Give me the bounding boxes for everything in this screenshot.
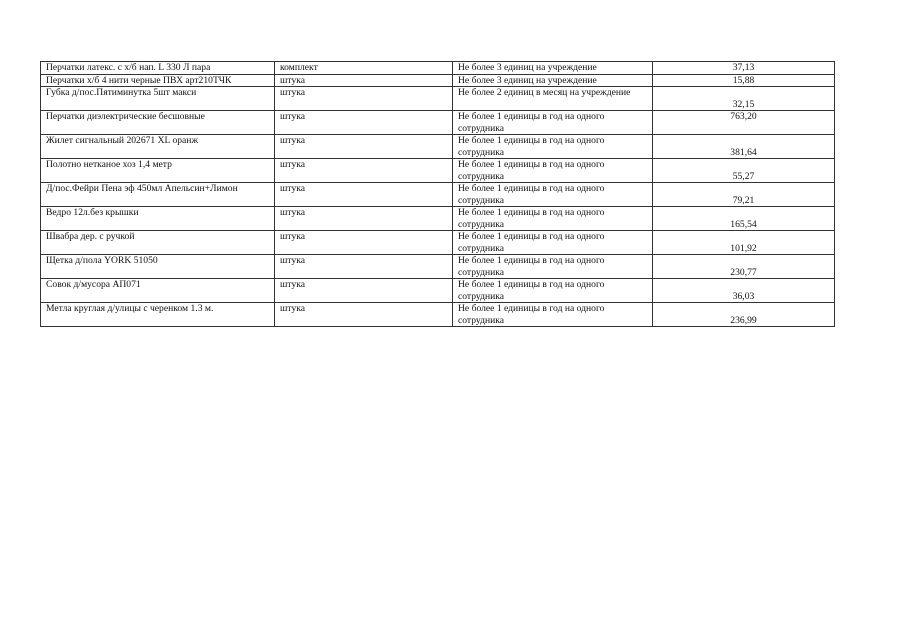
norm-cell: Не более 2 единиц в месяц на учреждение xyxy=(453,87,653,111)
item-name-cell: Полотно нетканое хоз 1,4 метр xyxy=(41,159,275,183)
table-row xyxy=(41,135,835,159)
item-name-cell: Ведро 12л.без крышки xyxy=(41,207,275,231)
unit-cell: штука xyxy=(275,303,453,327)
price-cell: 15,88 xyxy=(653,74,835,87)
price-cell: 165,54 xyxy=(653,207,835,231)
item-name-cell: Щетка д/пола YORK 51050 xyxy=(41,255,275,279)
unit-cell: штука xyxy=(275,207,453,231)
price-cell: 236,99 xyxy=(653,303,835,327)
norm-cell: Не более 3 единиц на учреждение xyxy=(453,62,653,75)
item-name-cell: Метла круглая д/улицы с черенком 1.3 м. xyxy=(41,303,275,327)
item-name-cell: Совок д/мусора АП071 xyxy=(41,279,275,303)
table-row xyxy=(41,74,835,87)
item-name-cell: Жилет сигнальный 202671 XL оранж xyxy=(41,135,275,159)
unit-cell: штука xyxy=(275,231,453,255)
table-row xyxy=(41,255,835,279)
norm-cell: Не более 1 единицы в год на одного сотрудника xyxy=(453,279,653,303)
price-cell: 101,92 xyxy=(653,231,835,255)
item-name-cell: Д/пос.Фейри Пена эф 450мл Апельсин+Лимон xyxy=(41,183,275,207)
item-name-cell: Перчатки диэлектрические бесшовные xyxy=(41,111,275,135)
norm-cell: Не более 1 единицы в год на одного сотрудника xyxy=(453,231,653,255)
item-name-cell: Перчатки латекс. с х/б нап. L 330 Л пара xyxy=(41,62,275,75)
unit-cell: штука xyxy=(275,74,453,87)
norm-cell: Не более 1 единицы в год на одного сотрудника xyxy=(453,111,653,135)
price-cell: 763,20 xyxy=(653,111,835,135)
norm-cell: Не более 1 единицы в год на одного сотрудника xyxy=(453,303,653,327)
table-row xyxy=(41,231,835,255)
table-row xyxy=(41,159,835,183)
table-row xyxy=(41,207,835,231)
unit-cell: штука xyxy=(275,183,453,207)
table-row xyxy=(41,62,835,75)
table-row xyxy=(41,183,835,207)
norm-cell: Не более 1 единицы в год на одного сотрудника xyxy=(453,255,653,279)
unit-cell: штука xyxy=(275,111,453,135)
price-cell: 37,13 xyxy=(653,62,835,75)
price-cell: 79,21 xyxy=(653,183,835,207)
table-row xyxy=(41,279,835,303)
norm-cell: Не более 1 единицы в год на одного сотрудника xyxy=(453,183,653,207)
price-cell: 381,64 xyxy=(653,135,835,159)
item-name-cell: Губка д/пос.Пятиминутка 5шт макси xyxy=(41,87,275,111)
norm-cell: Не более 1 единицы в год на одного сотрудника xyxy=(453,159,653,183)
price-cell: 36,03 xyxy=(653,279,835,303)
norm-cell: Не более 1 единицы в год на одного сотрудника xyxy=(453,207,653,231)
item-name-cell: Швабра дер. с ручкой xyxy=(41,231,275,255)
norm-cell: Не более 1 единицы в год на одного сотрудника xyxy=(453,135,653,159)
unit-cell: штука xyxy=(275,255,453,279)
price-cell: 230,77 xyxy=(653,255,835,279)
unit-cell: штука xyxy=(275,279,453,303)
table-row xyxy=(41,111,835,135)
norm-cell: Не более 3 единиц на учреждение xyxy=(453,74,653,87)
unit-cell: комплект xyxy=(275,62,453,75)
unit-cell: штука xyxy=(275,159,453,183)
supplies-norms-table xyxy=(40,61,835,327)
table-row xyxy=(41,87,835,111)
price-cell: 55,27 xyxy=(653,159,835,183)
price-cell: 32,15 xyxy=(653,87,835,111)
table-row xyxy=(41,303,835,327)
unit-cell: штука xyxy=(275,87,453,111)
unit-cell: штука xyxy=(275,135,453,159)
item-name-cell: Перчатки х/б 4 нити черные ПВХ арт210ТЧК xyxy=(41,74,275,87)
